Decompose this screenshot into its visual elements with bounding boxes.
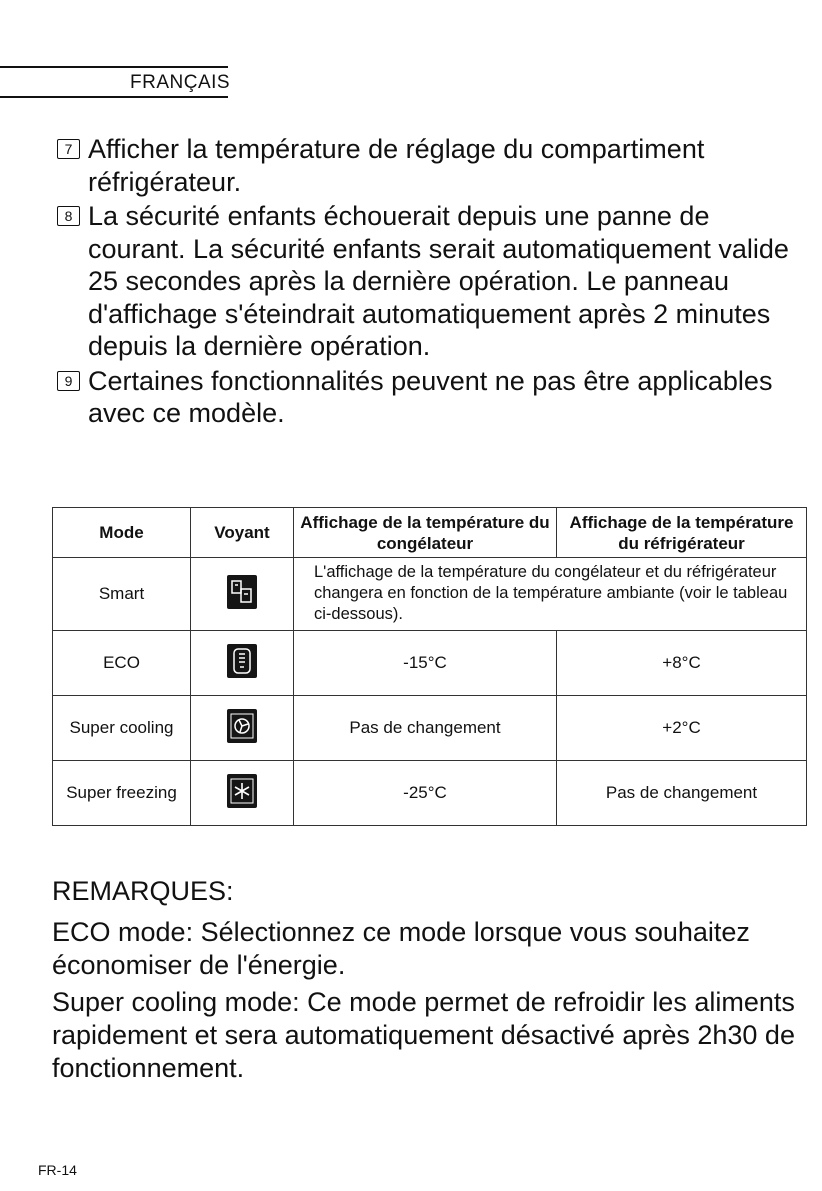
cooling-text: : Ce mode permet de refroidir les aliments rapidement et sera automatiquement désactivé après 2h30 de fonctionnement. bbox=[52, 987, 795, 1083]
item-number-badge: 9 bbox=[57, 371, 80, 391]
numbered-list bbox=[55, 133, 795, 432]
table-row bbox=[53, 631, 807, 696]
item-text: La sécurité enfants échouerait depuis une panne de courant. La sécurité enfants serait automatiquement valide 25 secondes après la dernière opération. Le panneau d'affichage s'éteindrait automatiquement après 2 minutes depuis la dernière opération. bbox=[88, 201, 789, 361]
indicator-cell bbox=[191, 631, 294, 696]
eco-note bbox=[52, 916, 812, 982]
list-item bbox=[55, 365, 795, 430]
mode-cell: ECO bbox=[53, 631, 191, 696]
mode-cell: Smart bbox=[53, 558, 191, 631]
table-header-row bbox=[53, 508, 807, 558]
freezer-value: -15°C bbox=[294, 631, 557, 696]
table-row bbox=[53, 558, 807, 631]
mode-cell: Super freezing bbox=[53, 761, 191, 826]
smart-description: L'affichage de la température du congélateur et du réfrigérateur changera en fonction de la température ambiante (voir le tableau ci-dessous). bbox=[294, 558, 807, 631]
smart-mode-icon bbox=[227, 575, 257, 609]
indicator-cell bbox=[191, 761, 294, 826]
eco-text: : Sélectionnez ce mode lorsque vous souhaitez économiser de l'énergie. bbox=[52, 917, 750, 980]
freezer-value: -25°C bbox=[294, 761, 557, 826]
table-row bbox=[53, 696, 807, 761]
item-number-badge: 7 bbox=[57, 139, 80, 159]
table-row bbox=[53, 761, 807, 826]
fridge-value: +2°C bbox=[557, 696, 807, 761]
header-freezer: Affichage de la température du congélateur bbox=[294, 508, 557, 558]
indicator-cell bbox=[191, 696, 294, 761]
item-text: Certaines fonctionnalités peuvent ne pas être applicables avec ce modèle. bbox=[88, 365, 773, 428]
modes-table bbox=[52, 507, 807, 826]
item-number-badge: 8 bbox=[57, 206, 80, 226]
header-bottom-rule bbox=[0, 96, 228, 98]
language-label: FRANÇAIS bbox=[130, 72, 231, 93]
header-indicator: Voyant bbox=[191, 508, 294, 558]
item-text: Afficher la température de réglage du compartiment réfrigérateur. bbox=[88, 134, 705, 197]
remarks-section bbox=[52, 875, 812, 1089]
header-top-rule bbox=[0, 66, 228, 68]
fridge-value: Pas de changement bbox=[557, 761, 807, 826]
cooling-note bbox=[52, 986, 812, 1085]
eco-label: ECO mode bbox=[52, 917, 186, 947]
mode-cell: Super cooling bbox=[53, 696, 191, 761]
fan-icon bbox=[227, 709, 257, 743]
indicator-cell bbox=[191, 558, 294, 631]
list-item bbox=[55, 133, 795, 198]
cooling-label: Super cooling mode bbox=[52, 987, 293, 1017]
remarks-title: REMARQUES: bbox=[52, 876, 234, 906]
eco-bulb-icon bbox=[227, 644, 257, 678]
snowflake-icon bbox=[227, 774, 257, 808]
header-fridge: Affichage de la température du réfrigérateur bbox=[557, 508, 807, 558]
header-mode: Mode bbox=[53, 508, 191, 558]
fridge-value: +8°C bbox=[557, 631, 807, 696]
freezer-value: Pas de changement bbox=[294, 696, 557, 761]
list-item bbox=[55, 200, 795, 363]
page-number: FR-14 bbox=[38, 1162, 77, 1178]
